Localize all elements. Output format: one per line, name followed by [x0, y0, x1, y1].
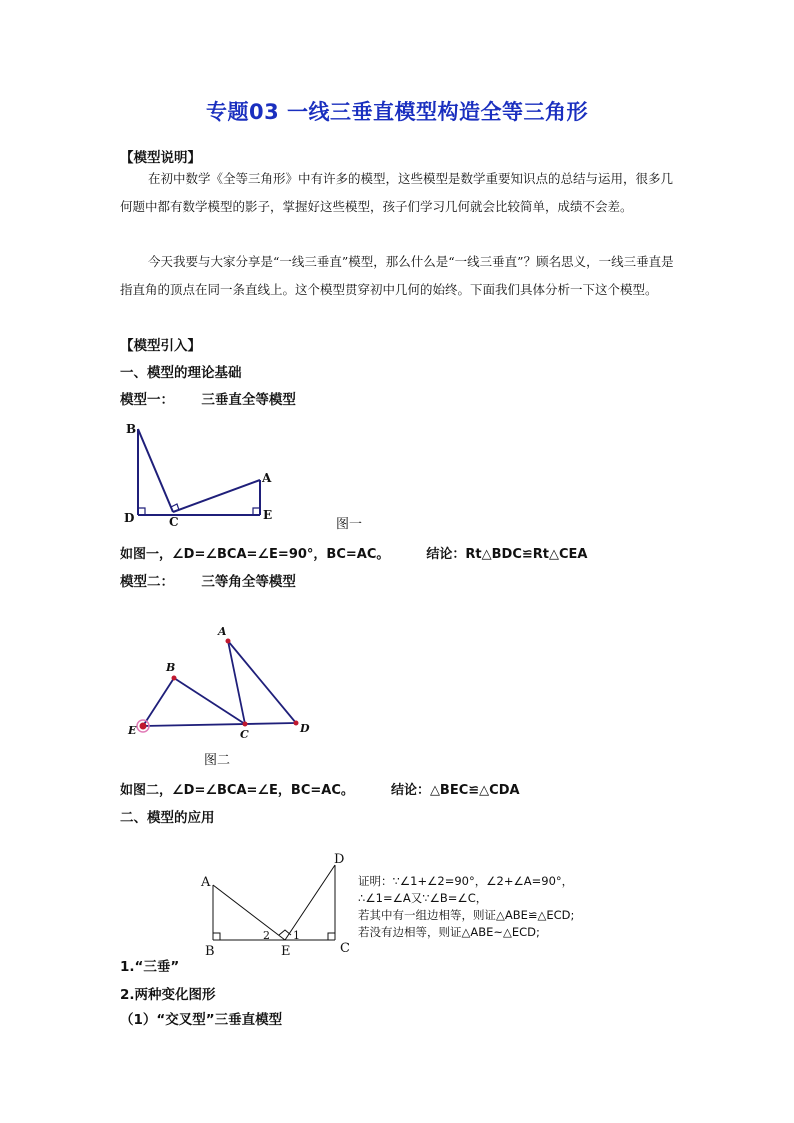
fig3-segment-ae — [213, 885, 285, 940]
fig3-label-angle-2: 2 — [263, 929, 270, 942]
fig2-point-c — [243, 722, 248, 727]
fig1-conclusion: 结论：Rt△BDC≌Rt△CEA — [426, 547, 588, 562]
fig3-label-e: E — [281, 944, 291, 958]
fig2-condition: 如图二，∠D=∠BCA=∠E，BC=AC。 — [120, 783, 354, 798]
model2-label: 模型二： — [120, 574, 174, 590]
fig1-label-b: B — [126, 422, 137, 436]
proof-line-3: 若其中有一组边相等，则证△ABE≌△ECD; — [358, 908, 575, 922]
proof-line-4: 若没有边相等，则证△ABE~△ECD; — [358, 925, 540, 939]
fig1-right-angle-d — [138, 508, 145, 515]
fig1-caption: 图一 — [336, 517, 363, 532]
fig2-label-a: A — [218, 625, 227, 638]
model-desc-heading: 【模型说明】 — [120, 150, 201, 166]
item-1: 1.“三垂” — [120, 959, 180, 975]
figure-1-diagram — [118, 415, 388, 535]
page-title: 专题03 一线三垂直模型构造全等三角形 — [205, 100, 589, 124]
fig2-caption: 图二 — [204, 753, 231, 768]
fig2-segment-ed — [143, 723, 296, 726]
proof-line-2: ∴∠1=∠A又∵∠B=∠C， — [358, 891, 488, 905]
model1-label: 模型一： — [120, 392, 174, 408]
fig2-label-d: D — [300, 722, 310, 735]
fig2-label-b: B — [166, 661, 176, 674]
fig1-segment-bc — [138, 429, 173, 512]
fig3-right-angle-c — [328, 933, 335, 940]
fig2-segment-bc — [174, 678, 245, 724]
model2-name: 三等角全等模型 — [201, 574, 296, 590]
fig3-label-a: A — [201, 875, 211, 890]
fig3-label-angle-1: 1 — [293, 929, 300, 942]
fig1-label-e: E — [263, 508, 273, 522]
figure-2-diagram — [118, 618, 328, 773]
model-desc-p1-text: 在初中数学《全等三角形》中有许多的模型，这些模型是数学重要知识点的总结与运用，很多几何题中都有数学模型的影子，掌握好这些模型，孩子们学习几何就会比较简单，成绩不会差。 — [120, 171, 674, 214]
fig2-segment-ad — [228, 641, 296, 723]
figure-3-diagram — [195, 848, 365, 958]
proof-line-1: 证明：∵∠1+∠2=90°，∠2+∠A=90°， — [358, 874, 574, 888]
fig3-label-c: C — [340, 941, 350, 956]
fig1-statement — [120, 543, 587, 562]
model-desc-paragraph-2 — [120, 248, 675, 304]
model-desc-p2-text: 今天我要与大家分享是“一线三垂直”模型，那么什么是“一线三垂直”？顾名思义，一线三垂直是指直角的顶点在同一条直线上。这个模型贯穿初中几何的始终。下面我们具体分析一下这个模型。 — [120, 254, 674, 297]
fig1-right-angle-e — [253, 508, 260, 515]
fig1-label-a: A — [262, 471, 272, 485]
fig3-label-d: D — [334, 852, 345, 867]
fig2-conclusion: 结论：△BEC≌△CDA — [390, 783, 520, 798]
model2-title — [120, 570, 296, 590]
model-intro-heading: 【模型引入】 — [120, 338, 201, 354]
fig2-point-e — [140, 723, 147, 730]
item-2: 2.两种变化图形 — [120, 987, 216, 1003]
fig1-label-c: C — [169, 515, 179, 529]
fig2-point-b — [172, 676, 177, 681]
section2-heading: 二、模型的应用 — [120, 810, 215, 826]
fig1-segment-ca — [173, 480, 260, 512]
item-2-sub-1: （1）“交叉型”三垂直模型 — [120, 1012, 283, 1028]
fig2-statement — [120, 779, 520, 798]
fig3-right-angle-b — [213, 933, 220, 940]
section1-heading: 一、模型的理论基础 — [120, 365, 242, 381]
fig1-condition: 如图一，∠D=∠BCA=∠E=90°，BC=AC。 — [120, 547, 390, 562]
fig3-label-b: B — [205, 944, 215, 958]
fig2-point-a — [226, 639, 231, 644]
fig1-label-d: D — [124, 511, 135, 525]
model1-title — [120, 388, 296, 408]
fig2-segment-eb — [143, 678, 174, 726]
fig2-point-d — [294, 721, 299, 726]
model-desc-paragraph-1 — [120, 165, 675, 221]
fig2-label-c: C — [240, 728, 249, 741]
model1-name: 三垂直全等模型 — [201, 392, 296, 408]
fig2-segment-ac — [228, 641, 245, 724]
fig2-label-e: E — [128, 724, 137, 737]
proof-block — [358, 873, 618, 941]
